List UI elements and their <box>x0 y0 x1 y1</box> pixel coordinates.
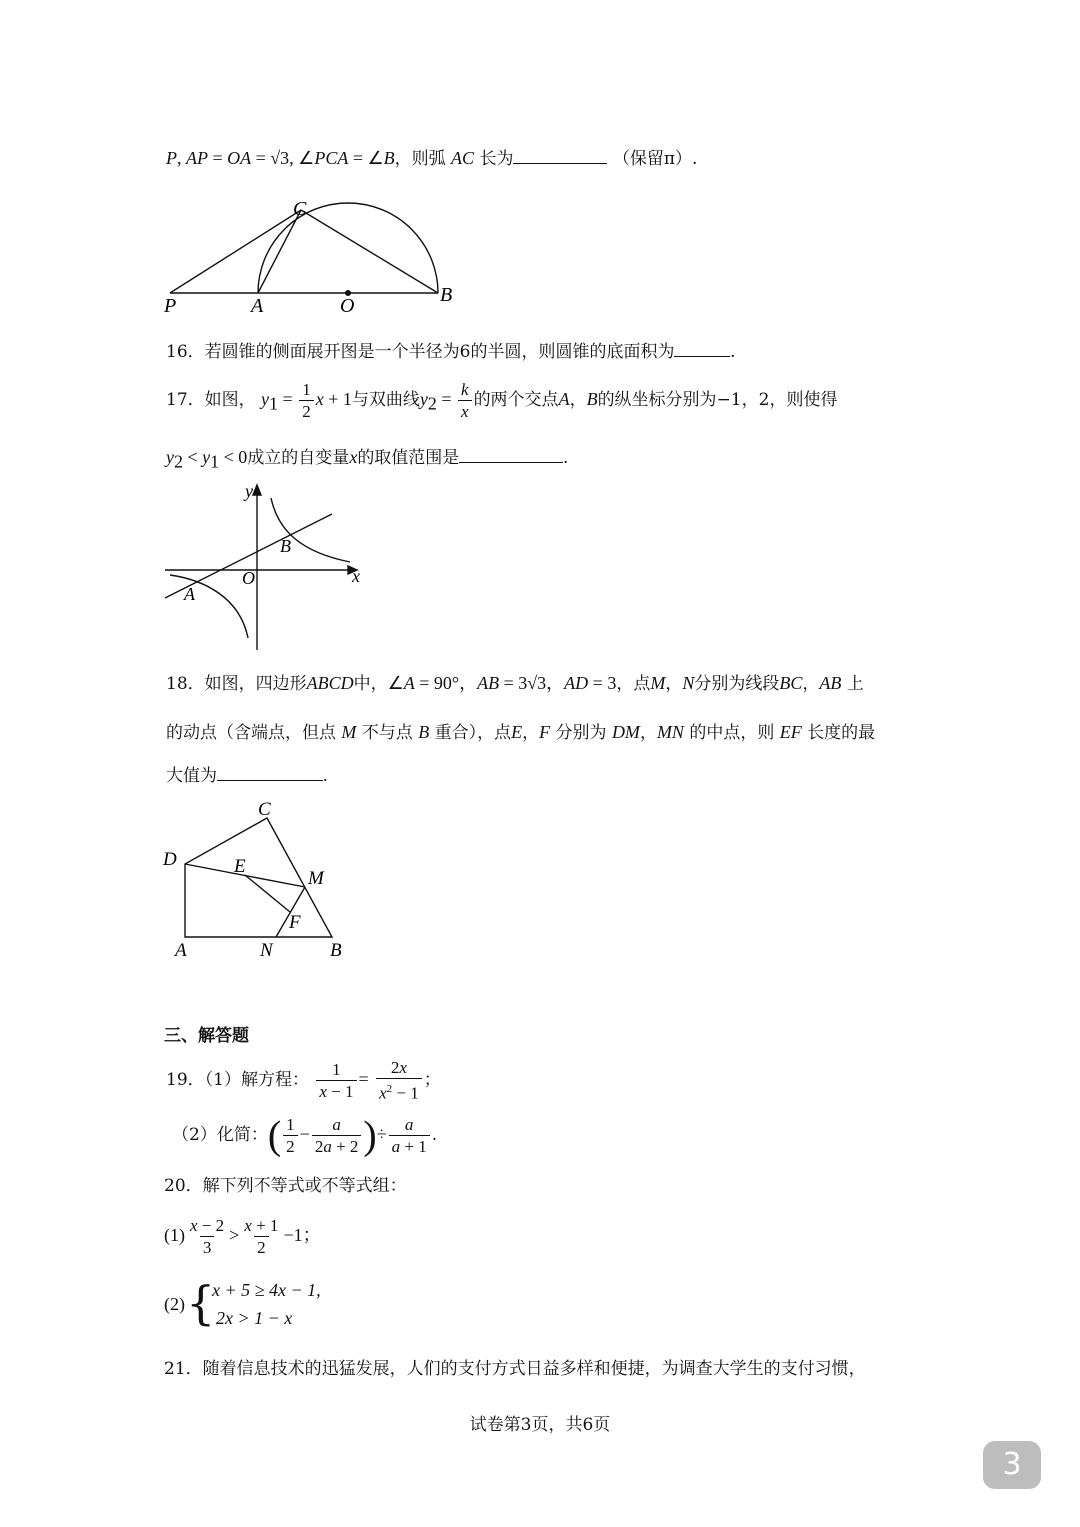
q17-lead: 17．如图， <box>166 390 256 410</box>
q18-mid1: 中， <box>353 674 388 694</box>
q15-tail2: 长为 <box>479 149 514 169</box>
q17-mid1: 与双曲线 <box>351 390 420 410</box>
system-brace: { <box>186 1276 216 1330</box>
q20-title: 20．解下列不等式或不等式组： <box>164 1176 407 1196</box>
q17-line2c: 的取值范围是 <box>357 448 460 468</box>
segment-cb <box>301 210 438 293</box>
q19-end2: . <box>431 1125 438 1145</box>
label-a: A <box>184 584 195 604</box>
q17-mid3: 的纵坐标分别为 <box>597 390 717 410</box>
q18-lead: 18．如图，四边形 <box>166 674 307 694</box>
q15-tail: ，则弧 <box>394 149 446 169</box>
fraction-one-half: $\frac{1}{2}$ <box>299 380 314 421</box>
q16-text: 16．若圆锥的侧面展开图是一个半径为6的半圆，则圆锥的底面积为 <box>166 342 675 362</box>
segment-ef <box>245 875 290 912</box>
figure-17 <box>160 480 370 655</box>
q21-line: 21．随着信息技术的迅猛发展，人们的支付方式日益多样和便捷，为调查大学生的支付习惯， <box>164 1359 866 1379</box>
label-x: x <box>352 566 360 586</box>
q16-line: 16．若圆锥的侧面展开图是一个半径为6的半圆，则圆锥的底面积为 . <box>166 341 735 362</box>
q17-vals: −1，2，则使得 <box>716 390 838 410</box>
answer-blank-17[interactable] <box>459 446 563 463</box>
q18-line2f: 长度的最 <box>807 723 876 743</box>
label-n: N <box>260 940 273 961</box>
label-a: A <box>251 295 264 317</box>
fraction-a-over-a-plus-1: $\frac{a}{a + 1}$ <box>389 1115 430 1156</box>
label-o: O <box>242 568 255 588</box>
label-c: C <box>293 198 307 220</box>
label-c: C <box>258 799 271 820</box>
figure-15 <box>150 195 470 320</box>
fraction-x-minus-2-over-3: $\frac{x - 2}{3}$ <box>190 1216 225 1257</box>
fraction-one-half-b: $\frac{1}{2}$ <box>283 1115 298 1156</box>
fraction-a-over-2a-plus-2: $\frac{a}{2a + 2}$ <box>312 1115 362 1156</box>
q15-line: P, AP = OA = √3, ∠PCA = ∠B，则弧 AC 长为 （保留π）. <box>166 148 698 169</box>
q18-mid2: 分别为线段 <box>694 674 780 694</box>
segment-pc <box>170 210 301 293</box>
fraction-2x-over-x2-minus-1: $\frac{2x}{x^2 - 1}$ <box>376 1058 422 1103</box>
label-p: P <box>164 295 177 317</box>
label-b: B <box>330 940 342 961</box>
y-axis-arrow <box>253 485 261 495</box>
page-footer: 试卷第3页，共6页 <box>469 1415 611 1435</box>
q18-line2: 的动点（含端点，但点 M 不与点 B 重合），点E，F 分别为 DM，MN 的中点，则 EF 长度的最 <box>166 722 876 743</box>
label-a: A <box>175 940 187 961</box>
q17-line1: 17．如图， $y_1$ = $\frac{1}{2}$ x + 1与双曲线$y_2$ = $\frac{k}{x}$ 的两个交点A，B的纵坐标分别为−1，2，则使得 <box>166 380 838 421</box>
label-e: E <box>234 856 246 877</box>
q18-line3: 大值为 . <box>166 765 328 786</box>
q18-line2d: 分别为 <box>555 723 607 743</box>
answer-blank-16[interactable] <box>674 340 730 357</box>
fraction-k-over-x: $\frac{k}{x}$ <box>458 380 472 421</box>
figure-18 <box>158 795 358 965</box>
fraction-1-over-x-minus-1: $\frac{1}{x - 1}$ <box>316 1060 356 1101</box>
semicircle-ab <box>258 203 438 293</box>
q17-line2b: 成立的自变量 <box>247 448 350 468</box>
label-m: M <box>308 868 324 889</box>
answer-blank-18[interactable] <box>217 764 323 781</box>
q18-line2e: 的中点，则 <box>689 723 775 743</box>
q17-line2: $y_2 < y_1 < 0$成立的自变量x的取值范围是 . <box>166 447 568 472</box>
q19-end1: ； <box>423 1070 441 1090</box>
q18-line1: 18．如图，四边形ABCD中，∠A = 90°，AB = 3√3，AD = 3，点M，N分别为线段BC，AB 上 <box>166 673 864 694</box>
q20-p2: (2) <box>164 1294 185 1314</box>
q18-line3: 大值为 <box>166 766 217 786</box>
system-line-2: 2x > 1 − x <box>216 1308 293 1328</box>
label-b: B <box>280 536 291 556</box>
q19-p1: 19．（1）解方程： <box>166 1070 309 1090</box>
label-d: D <box>163 849 177 870</box>
section-heading: 三、解答题 <box>164 1026 249 1046</box>
hyperbola-branch-2 <box>170 575 248 638</box>
q18-tail1: 上 <box>846 674 864 694</box>
q17-mid2: 的两个交点 <box>473 390 559 410</box>
q19-p2: （2）化简： <box>172 1125 268 1145</box>
system-line-1: x + 5 ≥ 4x − 1, <box>212 1280 321 1300</box>
fraction-x-plus-1-over-2: $\frac{x + 1}{2}$ <box>244 1216 279 1257</box>
answer-blank-15[interactable] <box>513 147 607 164</box>
q18-line2c: 重合），点 <box>434 723 512 743</box>
label-b: B <box>440 284 453 306</box>
segment-ac <box>258 210 301 293</box>
label-f: F <box>289 912 301 933</box>
q15-hint: （保留π）. <box>612 149 698 169</box>
q19-part1: 19．（1）解方程： $\frac{1}{x - 1}$ = $\frac{2x}{x^2 - 1}$ ； <box>166 1058 441 1103</box>
q20-p1: (1) <box>164 1225 185 1245</box>
label-o: O <box>340 295 355 317</box>
q18-line2a: 的动点（含端点，但点 <box>166 723 336 743</box>
label-y: y <box>245 481 253 501</box>
q18-line2b: 不与点 <box>361 723 413 743</box>
q19-part2: （2）化简：( $\frac{1}{2}$ − $\frac{a}{2a + 2}$ )÷ $\frac{a}{a + 1}$ . <box>172 1112 438 1158</box>
q20-part1: (1) $\frac{x - 2}{3}$ > $\frac{x + 1}{2}$ −1； <box>164 1216 321 1257</box>
page-number-badge[interactable]: 3 <box>983 1441 1041 1489</box>
q18-point: ，点 <box>616 674 651 694</box>
